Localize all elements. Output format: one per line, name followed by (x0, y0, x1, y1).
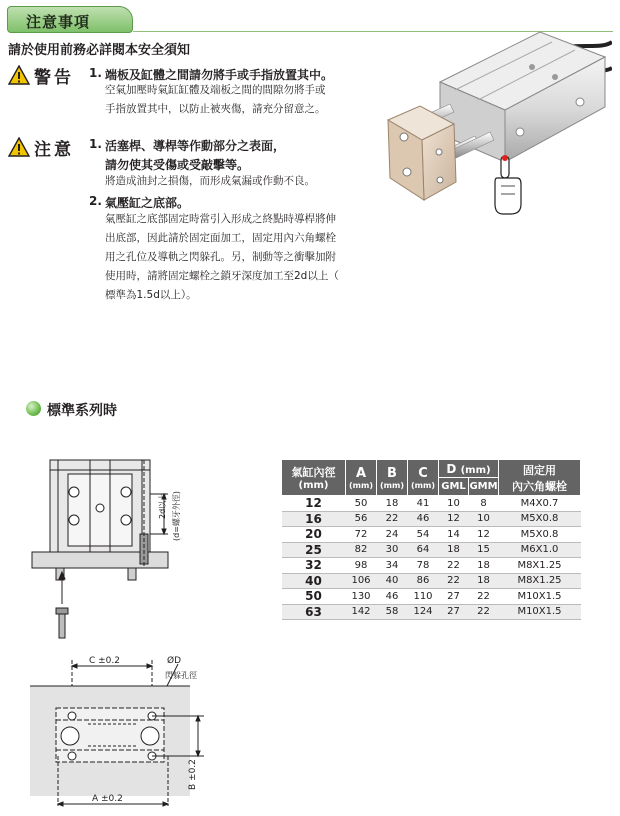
cell-gmm: 18 (469, 558, 499, 574)
cell-gml: 10 (439, 496, 469, 512)
header-unit: (mm) (460, 464, 491, 476)
cell-gml: 27 (439, 589, 469, 605)
header-text: B (387, 465, 397, 481)
cell-bore: 50 (282, 589, 346, 605)
header-text: 氣缸內徑 (291, 466, 336, 479)
body-line: 手指放置其中，以防止被夾傷，請充分留意之。 (105, 103, 326, 115)
table-row (282, 558, 581, 574)
cell-bolt: M5X0.8 (499, 511, 581, 527)
cell-c: 110 (408, 589, 439, 605)
spec-table (281, 459, 581, 620)
cell-gmm: 18 (469, 573, 499, 589)
table-row (282, 496, 581, 512)
cell-bolt: M6X1.0 (499, 542, 581, 558)
col-c-header (408, 460, 439, 496)
cell-b: 46 (377, 589, 408, 605)
warning-item-body (105, 81, 326, 119)
header-unit: (mm) (411, 480, 435, 490)
table-row (282, 511, 581, 527)
body-line: 用之孔位及導軌之閃躲孔。另，制動等之衝擊加附 (105, 251, 336, 263)
col-bolt-header (499, 460, 581, 496)
cell-b: 24 (377, 527, 408, 543)
cell-bolt: M8X1.25 (499, 573, 581, 589)
header-text: 內六角螺栓 (512, 479, 567, 493)
cell-gml: 14 (439, 527, 469, 543)
mounting-hole-drawing (28, 654, 228, 812)
cell-bolt: M8X1.25 (499, 558, 581, 574)
body-line: 氣壓缸之底部固定時當引入形成之終點時導桿將伸 (105, 213, 336, 225)
cell-a: 72 (346, 527, 377, 543)
section-tab-label: 注意事項 (26, 13, 91, 31)
cell-gmm: 22 (469, 604, 499, 620)
header-text: D (446, 461, 457, 476)
label-b-dimension: B ±0.2 (188, 759, 198, 790)
cell-c: 86 (408, 573, 439, 589)
cell-bore: 12 (282, 496, 346, 512)
table-row (282, 604, 581, 620)
col-gmm-header: GMM (469, 478, 499, 496)
table-row (282, 589, 581, 605)
cell-b: 40 (377, 573, 408, 589)
cell-a: 142 (346, 604, 377, 620)
body-line: 標準為1.5d以上）。 (105, 289, 197, 301)
header-text: A (355, 465, 367, 481)
cell-gml: 22 (439, 573, 469, 589)
body-line: 使用時，請將固定螺栓之鎖牙深度加工至2d以上（ (105, 270, 339, 282)
table-row (282, 527, 581, 543)
cell-bore: 40 (282, 573, 346, 589)
cell-gmm: 15 (469, 542, 499, 558)
cell-c: 78 (408, 558, 439, 574)
cell-c: 64 (408, 542, 439, 558)
intro-text: 請於使用前務必詳閱本安全須知 (8, 43, 191, 58)
cell-gml: 22 (439, 558, 469, 574)
label-od: ØD (167, 656, 182, 666)
header-unit: (mm) (380, 480, 404, 490)
caution-item1-body (105, 172, 315, 191)
caution-item2-head: 氣壓缸之底部。 (105, 196, 190, 210)
cylinder-product-illustration (380, 12, 612, 224)
cell-b: 58 (377, 604, 408, 620)
cell-c: 54 (408, 527, 439, 543)
caution-title: 注意 (34, 140, 74, 160)
cell-c: 124 (408, 604, 439, 620)
cell-a: 106 (346, 573, 377, 589)
caution-item1-head (105, 137, 285, 175)
section-bullet-icon (26, 401, 41, 416)
cell-bolt: M10X1.5 (499, 589, 581, 605)
header-unit: (mm) (349, 480, 373, 490)
cell-bore: 32 (282, 558, 346, 574)
warning-item-num: 1. (89, 66, 102, 80)
label-thread-diameter: (d=螺牙外徑) (172, 490, 181, 541)
caution-triangle-icon (8, 137, 30, 157)
section-title: 標準系列時 (47, 403, 117, 419)
table-row (282, 573, 581, 589)
cell-a: 130 (346, 589, 377, 605)
caution-item1-num: 1. (89, 137, 102, 151)
mounting-side-drawing (28, 448, 228, 644)
cell-gmm: 12 (469, 527, 499, 543)
cell-a: 82 (346, 542, 377, 558)
cell-a: 98 (346, 558, 377, 574)
cell-bore: 25 (282, 542, 346, 558)
warning-triangle-icon (8, 65, 30, 85)
cell-gmm: 8 (469, 496, 499, 512)
header-unit: (mm) (298, 480, 329, 491)
table-row (282, 542, 581, 558)
label-c-dimension: C ±0.2 (89, 656, 120, 666)
col-a-header (346, 460, 377, 496)
head-line: 請勿使其受傷或受敲擊等。 (105, 158, 250, 172)
col-b-header (377, 460, 408, 496)
cell-gml: 27 (439, 604, 469, 620)
cell-bolt: M4X0.7 (499, 496, 581, 512)
caution-item2-body (105, 210, 339, 305)
cell-gml: 18 (439, 542, 469, 558)
section-tab (7, 6, 133, 33)
caution-item2-num: 2. (89, 194, 102, 208)
warning-title: 警告 (34, 68, 74, 88)
header-text: C (418, 465, 428, 481)
cell-c: 41 (408, 496, 439, 512)
label-2d-min: 2d以上 (158, 492, 167, 519)
cell-bolt: M5X0.8 (499, 527, 581, 543)
cell-gmm: 22 (469, 589, 499, 605)
cell-gmm: 10 (469, 511, 499, 527)
cell-c: 46 (408, 511, 439, 527)
cell-a: 56 (346, 511, 377, 527)
cell-a: 50 (346, 496, 377, 512)
body-line: 將造成油封之損傷，而形成氣漏或作動不良。 (105, 175, 315, 187)
cell-bore: 16 (282, 511, 346, 527)
header-text: 固定用 (523, 463, 556, 477)
label-a-dimension: A ±0.2 (92, 794, 123, 804)
label-relief-hole: 閃躲孔徑 (165, 671, 197, 680)
cell-b: 30 (377, 542, 408, 558)
cell-bolt: M10X1.5 (499, 604, 581, 620)
cell-bore: 20 (282, 527, 346, 543)
head-line: 活塞桿、導桿等作動部分之表面， (105, 139, 286, 153)
cell-b: 34 (377, 558, 408, 574)
body-line: 空氣加壓時氣缸缸體及端板之間的間隙勿將手或 (105, 84, 326, 96)
cell-b: 18 (377, 496, 408, 512)
body-line: 出底部，因此請於固定面加工，固定用內六角螺栓 (105, 232, 336, 244)
warning-item-head: 端板及缸體之間請勿將手或手指放置其中。 (105, 68, 334, 82)
cell-bore: 63 (282, 604, 346, 620)
col-d-header (439, 460, 499, 478)
cell-gml: 12 (439, 511, 469, 527)
cell-b: 22 (377, 511, 408, 527)
col-bore-header (282, 460, 346, 496)
col-gml-header: GML (439, 478, 469, 496)
